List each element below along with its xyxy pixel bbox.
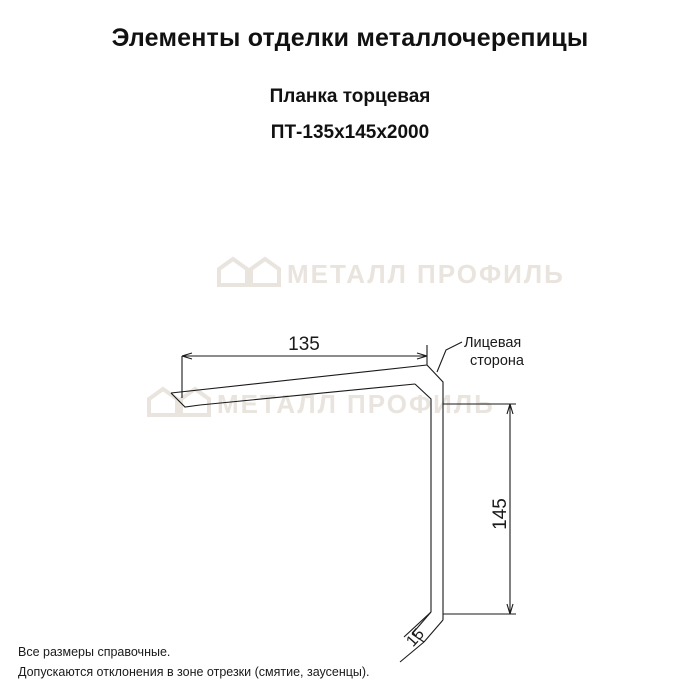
profile-inner-edge (200, 384, 415, 405)
technical-drawing (0, 150, 700, 651)
product-code: ПТ-135х145х2000 (270, 122, 430, 143)
dimension-label-135: 135 (288, 334, 320, 355)
callout-face-side-line1: Лицевая (464, 335, 522, 351)
page-title: Элементы отделки металлочерепицы (111, 24, 589, 52)
profile-left-hem (171, 393, 200, 407)
watermark-text-2: МЕТАЛЛ ПРОФИЛЬ (217, 389, 495, 419)
profile-corner-right (427, 365, 443, 620)
profile-top-edge (171, 365, 427, 393)
product-name: Планка торцевая (269, 86, 431, 107)
footnotes (18, 643, 370, 682)
leader-face-side (437, 342, 462, 372)
dimension-label-145: 145 (490, 498, 511, 530)
footnote-line-1: Все размеры справочные. (18, 645, 171, 660)
profile-bottom-flange-outer (424, 620, 443, 642)
callout-face-side-line2: сторона (470, 353, 524, 369)
footnote-line-2: Допускаются отклонения в зоне отрезки (смятие, заусенцы). (18, 664, 370, 679)
dimension-label-15: 15 (403, 625, 428, 651)
watermark-text: МЕТАЛЛ ПРОФИЛЬ (287, 259, 565, 289)
profile-corner-inner (415, 384, 431, 612)
